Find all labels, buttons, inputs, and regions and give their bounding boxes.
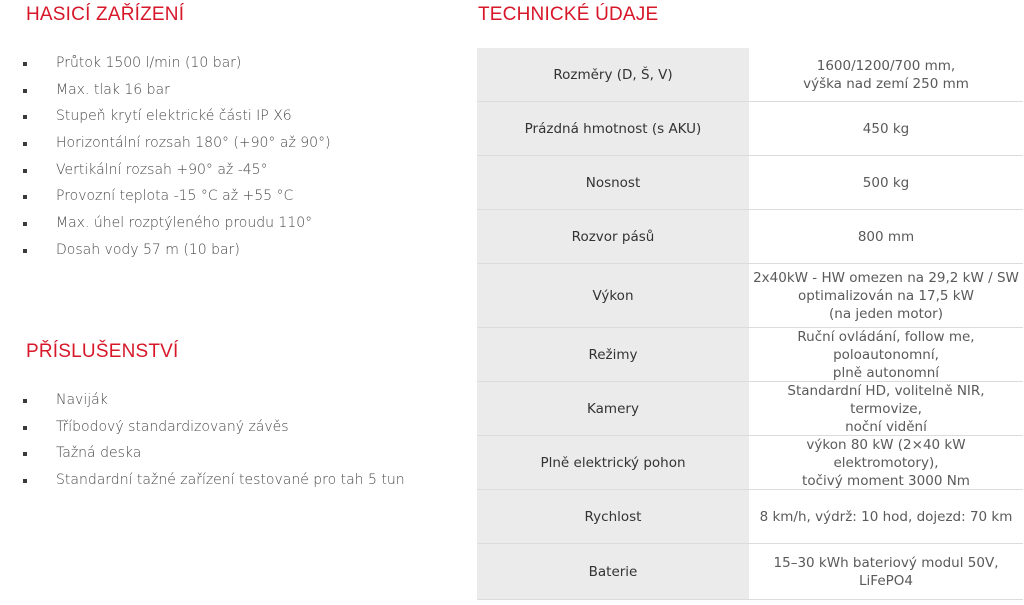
list-item-text: Tříbodový standardizovaný závěs (56, 418, 289, 435)
table-row (477, 490, 1023, 544)
list-item-text: Max. tlak 16 bar (56, 81, 170, 98)
fire-equipment-list (22, 50, 331, 264)
table-row (477, 382, 1023, 436)
spec-value: výkon 80 kW (2×40 kW elektromotory), točivý moment 3000 Nm (749, 436, 1023, 489)
spec-label: Výkon (477, 264, 749, 327)
list-item (22, 130, 331, 157)
spec-value: 800 mm (749, 210, 1023, 263)
table-row (477, 102, 1023, 156)
technical-data-heading: TECHNICKÉ ÚDAJE (478, 4, 659, 25)
table-row (477, 210, 1023, 264)
list-item-text: Dosah vody 57 m (10 bar) (56, 241, 240, 258)
list-item (22, 387, 405, 414)
bullet-icon (23, 115, 27, 119)
list-item-text: Průtok 1500 l/min (10 bar) (56, 55, 242, 71)
bullet-icon (23, 195, 27, 199)
list-item-text: Vertikální rozsah +90° až -45° (56, 161, 268, 178)
bullet-icon (23, 169, 27, 173)
bullet-icon (23, 142, 27, 146)
bullet-icon (23, 479, 27, 483)
spec-label: Prázdná hmotnost (s AKU) (477, 102, 749, 155)
spec-value: 450 kg (749, 102, 1023, 155)
list-item-text: Standardní tažné zařízení testované pro tah 5 tun (56, 472, 405, 489)
accessories-list (22, 387, 405, 494)
table-row (477, 264, 1023, 328)
list-item-text: Horizontální rozsah 180° (+90° až 90°) (56, 135, 331, 152)
table-row (477, 328, 1023, 382)
bullet-icon (23, 452, 27, 456)
fire-equipment-heading: HASICÍ ZAŘÍZENÍ (26, 4, 185, 25)
bullet-icon (23, 62, 27, 66)
bullet-icon (23, 399, 27, 403)
spec-label: Rychlost (477, 490, 749, 543)
accessories-heading: PŘÍSLUŠENSTVÍ (26, 341, 179, 362)
list-item (22, 77, 331, 104)
spec-value: Standardní HD, volitelně NIR, termovize, noční vidění (749, 382, 1023, 435)
table-row (477, 156, 1023, 210)
spec-value: 500 kg (749, 156, 1023, 209)
list-item-text: Tažná deska (56, 445, 142, 462)
list-item (22, 414, 405, 441)
table-row (477, 436, 1023, 490)
list-item (22, 210, 331, 237)
list-item (22, 467, 405, 494)
spec-label: Rozměry (D, Š, V) (477, 48, 749, 101)
list-item-text: Provozní teplota -15 °C až +55 °C (56, 188, 294, 205)
spec-value: Ruční ovládání, follow me, poloautonomní, plně autonomní (749, 328, 1023, 381)
spec-label: Režimy (477, 328, 749, 381)
spec-label: Nosnost (477, 156, 749, 209)
table-row (477, 48, 1023, 102)
list-item-text: Stupeň krytí elektrické části IP X6 (56, 108, 292, 125)
spec-value: 2x40kW - HW omezen na 29,2 kW / SW optimalizován na 17,5 kW (na jeden motor) (749, 264, 1023, 327)
list-item (22, 103, 331, 130)
spec-label: Plně elektrický pohon (477, 436, 749, 489)
spec-value: 1600/1200/700 mm, výška nad zemí 250 mm (749, 48, 1023, 101)
list-item-text: Naviják (56, 392, 108, 408)
list-item (22, 440, 405, 467)
spec-value: 15–30 kWh bateriový modul 50V, LiFePO4 (749, 544, 1023, 599)
list-item (22, 183, 331, 210)
list-item (22, 157, 331, 184)
bullet-icon (23, 426, 27, 430)
bullet-icon (23, 222, 27, 226)
spec-label: Baterie (477, 544, 749, 599)
spec-label: Kamery (477, 382, 749, 435)
spec-label: Rozvor pásů (477, 210, 749, 263)
table-row (477, 544, 1023, 600)
list-item-text: Max. úhel rozptýleného proudu 110° (56, 215, 313, 232)
list-item (22, 50, 331, 77)
spec-value: 8 km/h, výdrž: 10 hod, dojezd: 70 km (749, 490, 1023, 543)
bullet-icon (23, 89, 27, 93)
bullet-icon (23, 249, 27, 253)
list-item (22, 237, 331, 264)
technical-data-table (477, 48, 1023, 600)
